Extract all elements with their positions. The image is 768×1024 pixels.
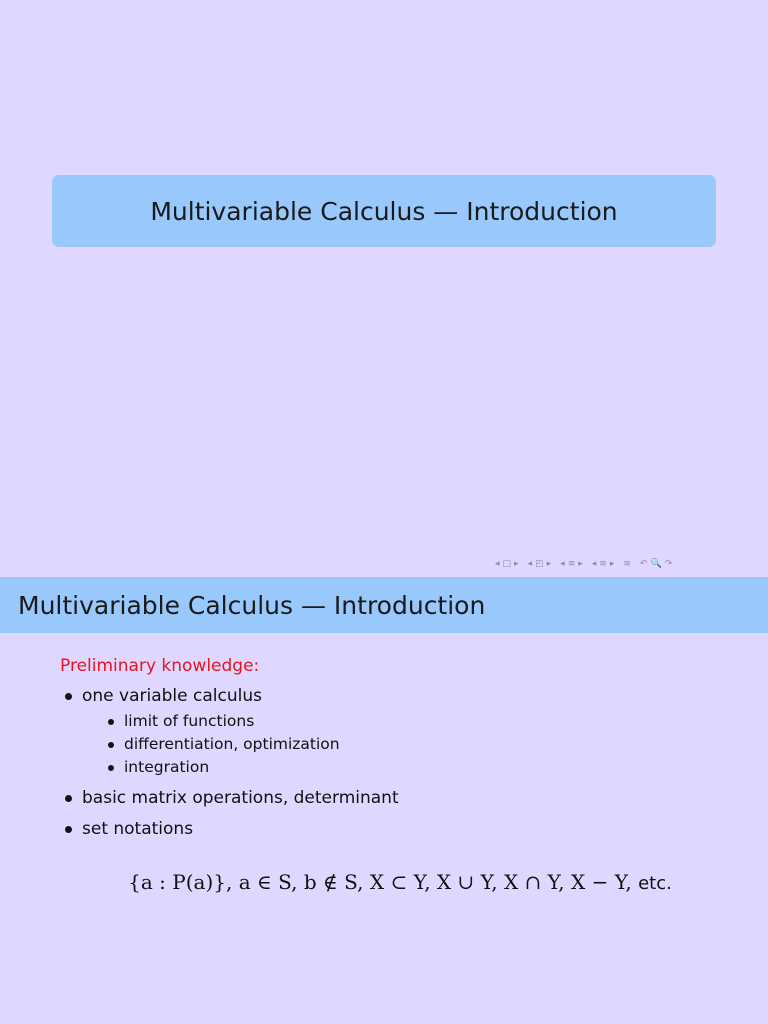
list-item-label: one variable calculus (82, 686, 262, 706)
title-slide-box (52, 175, 716, 247)
prev-frame-arrow-icon[interactable]: ◂ (527, 558, 533, 569)
section-heading: Preliminary knowledge: (60, 656, 260, 676)
title-slide-heading: Multivariable Calculus — Introduction (150, 196, 618, 226)
subsection-icon[interactable]: ≡ (567, 558, 576, 569)
prev-slide-arrow-icon[interactable]: ◂ (495, 558, 500, 569)
back-icon[interactable]: ↶ (639, 558, 648, 569)
document-icon[interactable]: ≡ (623, 558, 631, 569)
frame-icon[interactable]: ◰ (535, 558, 544, 569)
set-notation-math: {a : P(a)}, a ∈ S, b ∉ S, X ⊂ Y, X ∪ Y, X ∩ Y, X − Y, (128, 870, 632, 894)
search-icon[interactable]: 🔍 (650, 558, 662, 569)
beamer-navigation (495, 556, 678, 572)
sub-list-item: limit of functions (124, 710, 740, 733)
section-icon[interactable]: ≡ (599, 558, 607, 569)
sub-list-item: integration (124, 756, 740, 779)
list-item (82, 684, 740, 779)
sub-bullet-list (82, 710, 740, 779)
next-frame-arrow-icon[interactable]: ▸ (546, 558, 552, 569)
next-section-arrow-icon[interactable]: ▸ (609, 558, 615, 569)
frame-title: Multivariable Calculus — Introduction (18, 590, 486, 620)
slide-icon[interactable]: □ (502, 558, 512, 569)
list-item (82, 786, 740, 810)
slide-content (60, 656, 740, 894)
bullet-list (60, 684, 740, 841)
list-item-label: basic matrix operations, determinant (82, 788, 399, 808)
sub-list-item: differentiation, optimization (124, 733, 740, 756)
list-item (82, 817, 740, 841)
next-subsection-arrow-icon[interactable]: ▸ (578, 558, 583, 569)
prev-subsection-arrow-icon[interactable]: ◂ (560, 558, 565, 569)
prev-section-arrow-icon[interactable]: ◂ (591, 558, 597, 569)
set-notation-etc: etc. (638, 873, 672, 894)
frame-title-bar (0, 577, 768, 633)
forward-icon[interactable]: ↷ (664, 558, 673, 569)
next-slide-arrow-icon[interactable]: ▸ (514, 558, 519, 569)
list-item-label: set notations (82, 819, 194, 839)
set-notation-formula (60, 870, 740, 894)
